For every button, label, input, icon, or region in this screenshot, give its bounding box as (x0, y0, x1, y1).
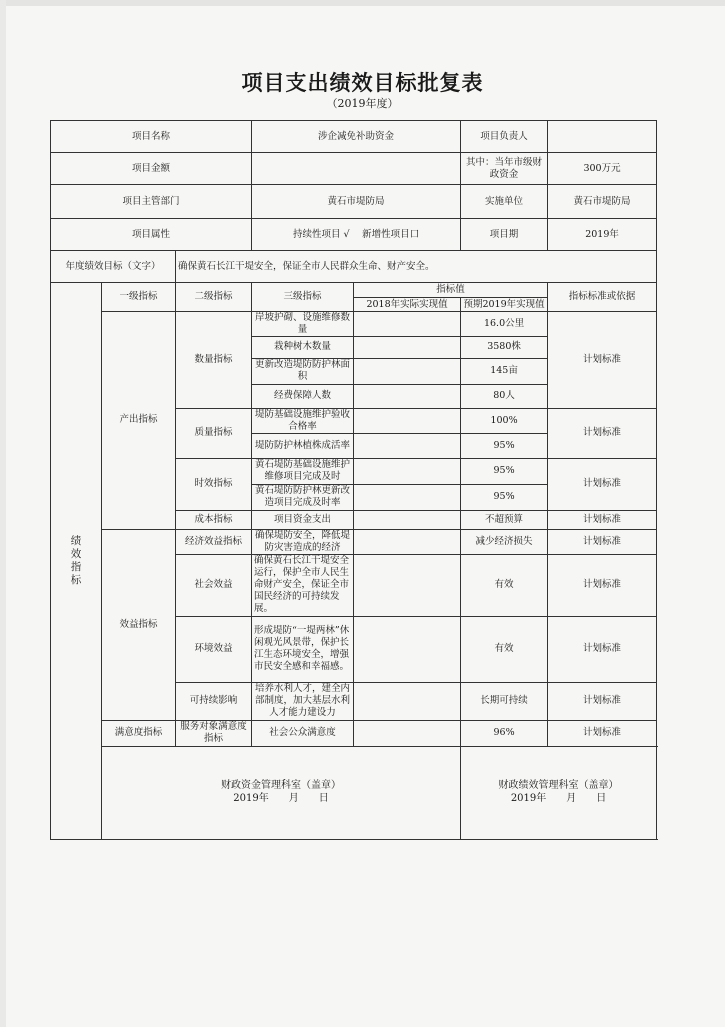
level3-header: 三级指标 (252, 283, 354, 312)
social-label: 社会效益 (176, 554, 252, 616)
impl-label: 实施单位 (461, 185, 548, 219)
actual-2018-value (354, 408, 461, 433)
actual-2018-header: 2018年实际实现值 (354, 298, 461, 312)
goal-value: 确保黄石长江干堤安全，保证全市人民群众生命、财产安全。 (176, 251, 657, 283)
expected-value: 不超预算 (461, 510, 548, 529)
impl-value: 黄石市堤防局 (548, 185, 657, 219)
year-note: （2019年度） (326, 97, 399, 110)
table-row (51, 720, 657, 746)
period-label: 项目期 (461, 219, 548, 251)
period-value: 2019年 (548, 219, 657, 251)
basis-value: 计划标准 (548, 408, 657, 458)
indicator-name: 更新改造堤防防护林面积 (252, 358, 354, 384)
table-row (51, 529, 657, 554)
actual-2018-value (354, 384, 461, 408)
table-row (51, 121, 657, 153)
satisfaction-sub-label: 服务对象满意度指标 (176, 720, 252, 746)
left-office: 财政资金管理科室（盖章） (221, 780, 342, 791)
actual-2018-value (354, 312, 461, 337)
basis-header: 指标标准或依据 (548, 283, 657, 312)
indicator-name: 栽种树木数量 (252, 336, 354, 358)
expected-value: 长期可持续 (461, 682, 548, 720)
project-name-value: 涉企减免补助资金 (252, 121, 461, 153)
table-row (51, 251, 657, 283)
cost-label: 成本指标 (176, 510, 252, 529)
table-row (51, 219, 657, 251)
basis-value: 计划标准 (548, 458, 657, 510)
fund-label: 其中：当年市级财政资金 (461, 153, 548, 185)
benefit-label: 效益指标 (102, 529, 176, 720)
page-edge (0, 0, 6, 1027)
actual-2018-value (354, 682, 461, 720)
sustainable-label: 可持续影响 (176, 682, 252, 720)
indicator-name: 形成堤防“一堤两林”休闲观光风景带，保护长江生态环境安全，增强市民安全感和幸福感。 (252, 616, 354, 682)
table-row (51, 185, 657, 219)
level1-header: 一级指标 (102, 283, 176, 312)
attr-label: 项目属性 (51, 219, 252, 251)
table-row (51, 153, 657, 185)
expected-value: 80人 (461, 384, 548, 408)
table-row (51, 312, 657, 337)
expected-value: 145亩 (461, 358, 548, 384)
expected-value: 3580株 (461, 336, 548, 358)
project-amount-label: 项目金额 (51, 153, 252, 185)
indicator-name: 确保黄石长江干堤安全运行，保护全市人民生命财产安全，保证全市国民经济的可持续发展。 (252, 554, 354, 616)
level2-header: 二级指标 (176, 283, 252, 312)
basis-value: 计划标准 (548, 682, 657, 720)
dept-label: 项目主管部门 (51, 185, 252, 219)
attr-value: 持续性项目 √ 新增性项目口 (252, 219, 461, 251)
signature-row (51, 746, 657, 839)
project-owner-value (548, 121, 657, 153)
expected-2019-header: 预期2019年实现值 (461, 298, 548, 312)
table-row (51, 283, 657, 298)
indicator-name: 经费保障人数 (252, 384, 354, 408)
actual-2018-value (354, 433, 461, 458)
page-edge (0, 0, 725, 6)
project-amount-value (252, 153, 461, 185)
actual-2018-value (354, 358, 461, 384)
timeliness-label: 时效指标 (176, 458, 252, 510)
output-label: 产出指标 (102, 312, 176, 530)
actual-2018-value (354, 510, 461, 529)
performance-target-table (50, 120, 657, 840)
expected-value: 有效 (461, 554, 548, 616)
actual-2018-value (354, 616, 461, 682)
actual-2018-value (354, 529, 461, 554)
right-date: 2019年 月 日 (510, 792, 607, 804)
actual-2018-value (354, 458, 461, 484)
goal-label: 年度绩效目标（文字） (51, 251, 176, 283)
indicator-name: 确保堤防安全，降低堤防灾害造成的经济 (252, 529, 354, 554)
satisfaction-label: 满意度指标 (102, 720, 176, 746)
left-date: 2019年 月 日 (233, 792, 329, 804)
right-office: 财政绩效管理科室（盖章） (498, 780, 619, 791)
indicator-name: 项目资金支出 (252, 510, 354, 529)
perf-label-text: 绩效指标 (70, 534, 82, 586)
value-group-header: 指标值 (354, 283, 548, 298)
environment-label: 环境效益 (176, 616, 252, 682)
expected-value: 95% (461, 458, 548, 484)
expected-value: 96% (461, 720, 548, 746)
fund-value: 300万元 (548, 153, 657, 185)
expected-value: 减少经济损失 (461, 529, 548, 554)
basis-value: 计划标准 (548, 312, 657, 409)
signature-left (102, 746, 461, 839)
quantity-label: 数量指标 (176, 312, 252, 409)
indicator-name: 社会公众满意度 (252, 720, 354, 746)
economic-label: 经济效益指标 (176, 529, 252, 554)
expected-value: 100% (461, 408, 548, 433)
basis-value: 计划标准 (548, 510, 657, 529)
basis-value: 计划标准 (548, 616, 657, 682)
expected-value: 95% (461, 433, 548, 458)
perf-label (51, 283, 102, 840)
quality-label: 质量指标 (176, 408, 252, 458)
project-owner-label: 项目负责人 (461, 121, 548, 153)
indicator-name: 黄石堤防基础设施维护维修项目完成及时 (252, 458, 354, 484)
basis-value: 计划标准 (548, 554, 657, 616)
project-name-label: 项目名称 (51, 121, 252, 153)
basis-value: 计划标准 (548, 720, 657, 746)
basis-value: 计划标准 (548, 529, 657, 554)
actual-2018-value (354, 554, 461, 616)
expected-value: 16.0公里 (461, 312, 548, 337)
signature-right (461, 746, 657, 839)
indicator-name: 岸坡护砌、设施维修数量 (252, 312, 354, 337)
expected-value: 有效 (461, 616, 548, 682)
actual-2018-value (354, 720, 461, 746)
indicator-name: 培养水利人才，建全内部制度，加大基层水利人才能力建设力 (252, 682, 354, 720)
indicator-name: 黄石堤防防护林更新改造项目完成及时率 (252, 484, 354, 510)
dept-value: 黄石市堤防局 (252, 185, 461, 219)
actual-2018-value (354, 336, 461, 358)
indicator-name: 堤防基础设施维护验收合格率 (252, 408, 354, 433)
expected-value: 95% (461, 484, 548, 510)
actual-2018-value (354, 484, 461, 510)
indicator-name: 堤防防护林植株成活率 (252, 433, 354, 458)
page-title: 项目支出绩效目标批复表 (241, 70, 484, 95)
